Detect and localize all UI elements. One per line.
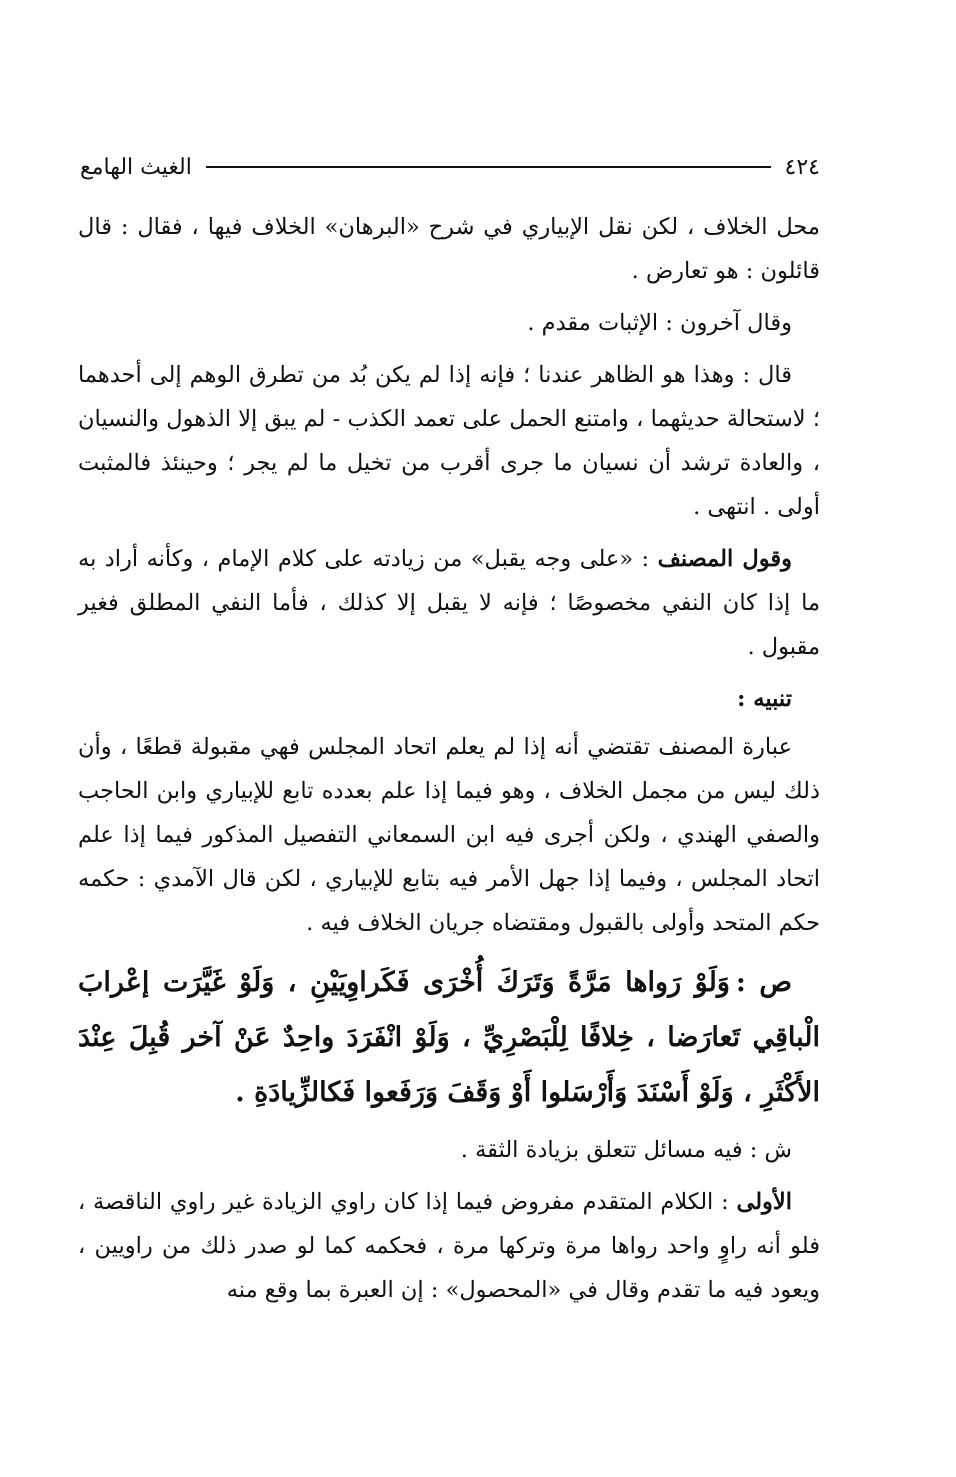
paragraph-1: محل الخلاف ، لكن نقل الإبياري في شرح «البرهان» الخلاف فيها ، فقال : قال قائلون : هو تعارض . bbox=[78, 214, 820, 284]
page-number: ٤٢٤ bbox=[784, 154, 820, 180]
paragraph-4-text: : «على وجه يقبل» من زيادته على كلام الإمام ، وكأنه أراد به ما إذا كان النفي مخصوصًا ؛ فإنه لا يقبل إلا كذلك ، فأما النفي المطلق فغير مقبول . bbox=[78, 546, 820, 660]
matn-text: وَلَوْ رَواها مَرَّةً وَتَرَكَ أُخْرَى فَكَراوِيَيْنِ ، وَلَوْ غَيَّرَت إعْرابَ الْباقِي تَعارَضا ، خِلافًا لِلْبَصْرِيِّ ، وَلَوْ انْفَرَدَ واحِدٌ عَنْ آخر قُبِلَ عِنْدَ الأَكْثَرِ ، وَلَوْ أَسْنَدَ وَأَرْسَلوا أَوْ وَقَفَ وَرَفَعوا فَكالزِّيادَةِ . bbox=[78, 967, 820, 1108]
paragraph-7-text: : الكلام المتقدم مفروض فيما إذا كان راوي الزيادة غير راوي الناقصة ، فلو أنه راوٍ واحد رواها مرة وتركها مرة ، فحكمه كما لو صدر ذلك من راويين ، ويعود فيه ما تقدم وقال في «المحصول» : إن العبرة بما وقع منه bbox=[78, 1189, 820, 1303]
notice-heading: تنبيه : bbox=[737, 686, 792, 712]
running-title: الغيث الهامع bbox=[80, 154, 192, 180]
matn-text-block bbox=[78, 955, 820, 1120]
paragraph-2: وقال آخرون : الإثبات مقدم . bbox=[527, 310, 792, 336]
paragraph-3: قال : وهذا هو الظاهر عندنا ؛ فإنه إذا لم يكن بُد من تطرق الوهم إلى أحدهما ؛ لاستحالة حديثهما ، وامتنع الحمل على تعمد الكذب - لم يبق إلا الذهول والنسيان ، والعادة ترشد أن نسيان ما جرى أقرب من تخيل ما لم يجر ؛ وحينئذ فالمثبت أولى . انتهى . bbox=[78, 362, 820, 520]
paragraph-6: ش : فيه مسائل تتعلق بزيادة الثقة . bbox=[460, 1137, 792, 1163]
paragraph-4 bbox=[78, 537, 820, 669]
header-rule bbox=[206, 166, 771, 168]
paragraph-7 bbox=[78, 1180, 820, 1312]
page-header bbox=[80, 150, 820, 184]
paragraph-4-lead: وقول المصنف bbox=[657, 546, 792, 572]
paragraph-5: عبارة المصنف تقتضي أنه إذا لم يعلم اتحاد المجلس فهي مقبولة قطعًا ، وأن ذلك ليس من مجمل الخلاف ، وهو فيما إذا علم بعدده تابع للإبياري وابن الحاجب والصفي الهندي ، ولكن أجرى فيه ابن السمعاني التفصيل المذكور فيما إذا علم اتحاد المجلس ، وفيما إذا جهل الأمر فيه بتابع للإبياري ، لكن قال الآمدي : حكمه حكم المتحد وأولى بالقبول ومقتضاه جريان الخلاف فيه . bbox=[78, 734, 820, 936]
matn-lead: ص : bbox=[735, 967, 792, 998]
page-body bbox=[78, 205, 820, 1320]
paragraph-7-lead: الأولى bbox=[736, 1189, 792, 1215]
